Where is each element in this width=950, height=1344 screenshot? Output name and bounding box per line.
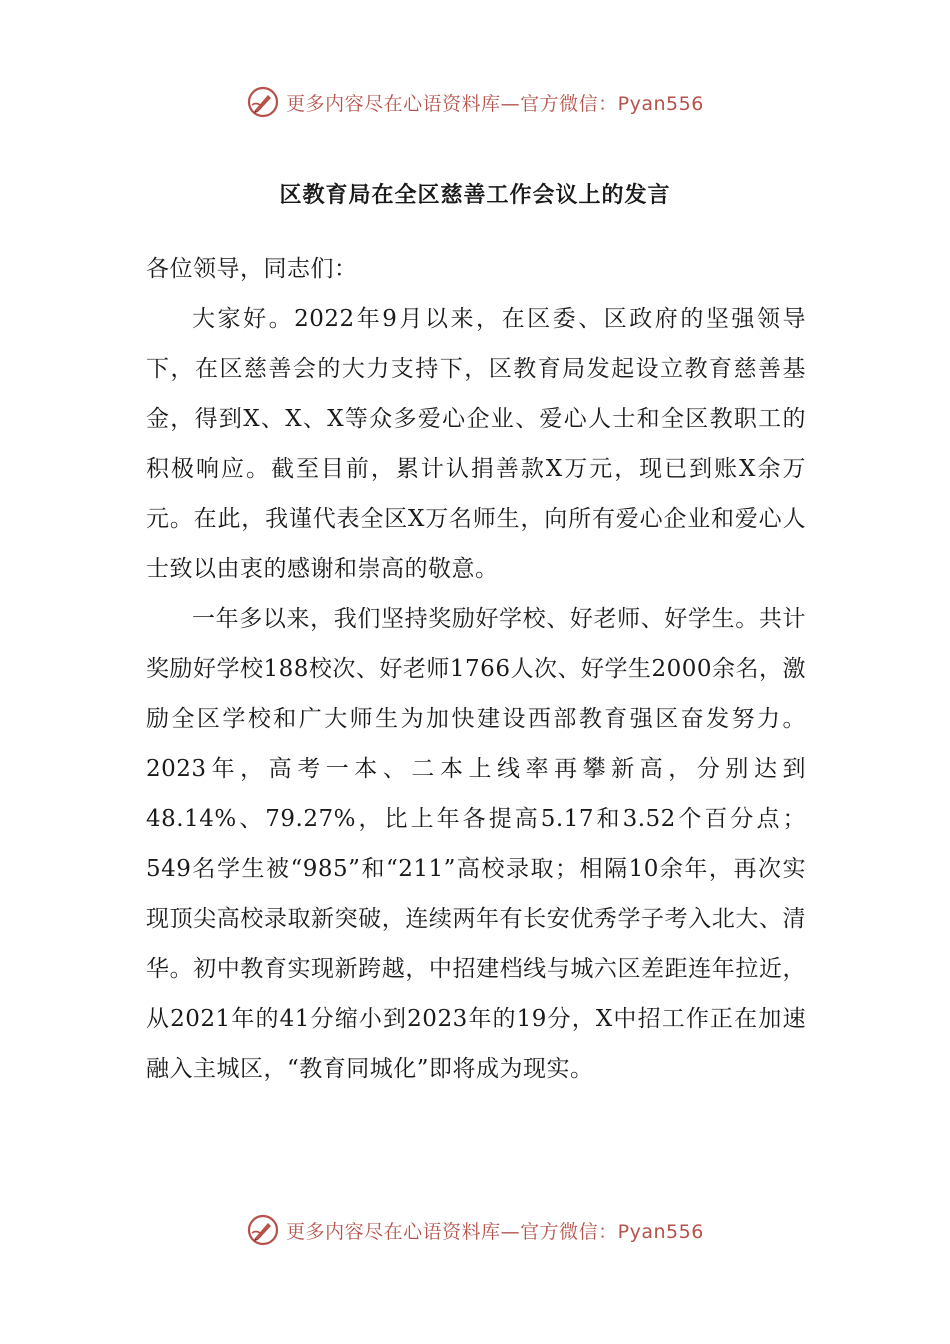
pen-logo-icon (246, 1213, 280, 1247)
header-banner-text: 更多内容尽在心语资料库—官方微信：Pyan556 (286, 92, 704, 115)
document-body (146, 244, 806, 1094)
paragraph-1: 大家好。2022年9月以来，在区委、区政府的坚强领导下，在区慈善会的大力支持下，区教育局发起设立教育慈善基金，得到X、X、X等众多爱心企业、爱心人士和全区教职工的积极响应。截至目前，累计认捐善款X万元，现已到账X余万元。在此，我谨代表全区X万名师生，向所有爱心企业和爱心人士致以由衷的感谢和崇高的敬意。 (146, 306, 806, 582)
salutation: 各位领导，同志们： (146, 256, 358, 282)
header-banner (0, 82, 950, 122)
footer-banner-text: 更多内容尽在心语资料库—官方微信：Pyan556 (286, 1220, 704, 1243)
paragraph-2: 一年多以来，我们坚持奖励好学校、好老师、好学生。共计奖励好学校188校次、好老师1766人次、好学生2000余名，激励全区学校和广大师生为加快建设西部教育强区奋发努力。2023年，高考一本、二本上线率再攀新高，分别达到48.14%、79.27%，比上年各提高5.17和3.52个百分点；549名学生被“985”和“211”高校录取；相隔10余年，再次实现顶尖高校录取新突破，连续两年有长安优秀学子考入北大、清华。初中教育实现新跨越，中招建档线与城六区差距连年拉近，从2021年的41分缩小到2023年的19分，X中招工作正在加速融入主城区，“教育同城化”即将成为现实。 (146, 606, 806, 1082)
footer-banner (0, 1210, 950, 1250)
document-title: 区教育局在全区慈善工作会议上的发言 (279, 183, 671, 208)
pen-logo-icon (246, 85, 280, 119)
